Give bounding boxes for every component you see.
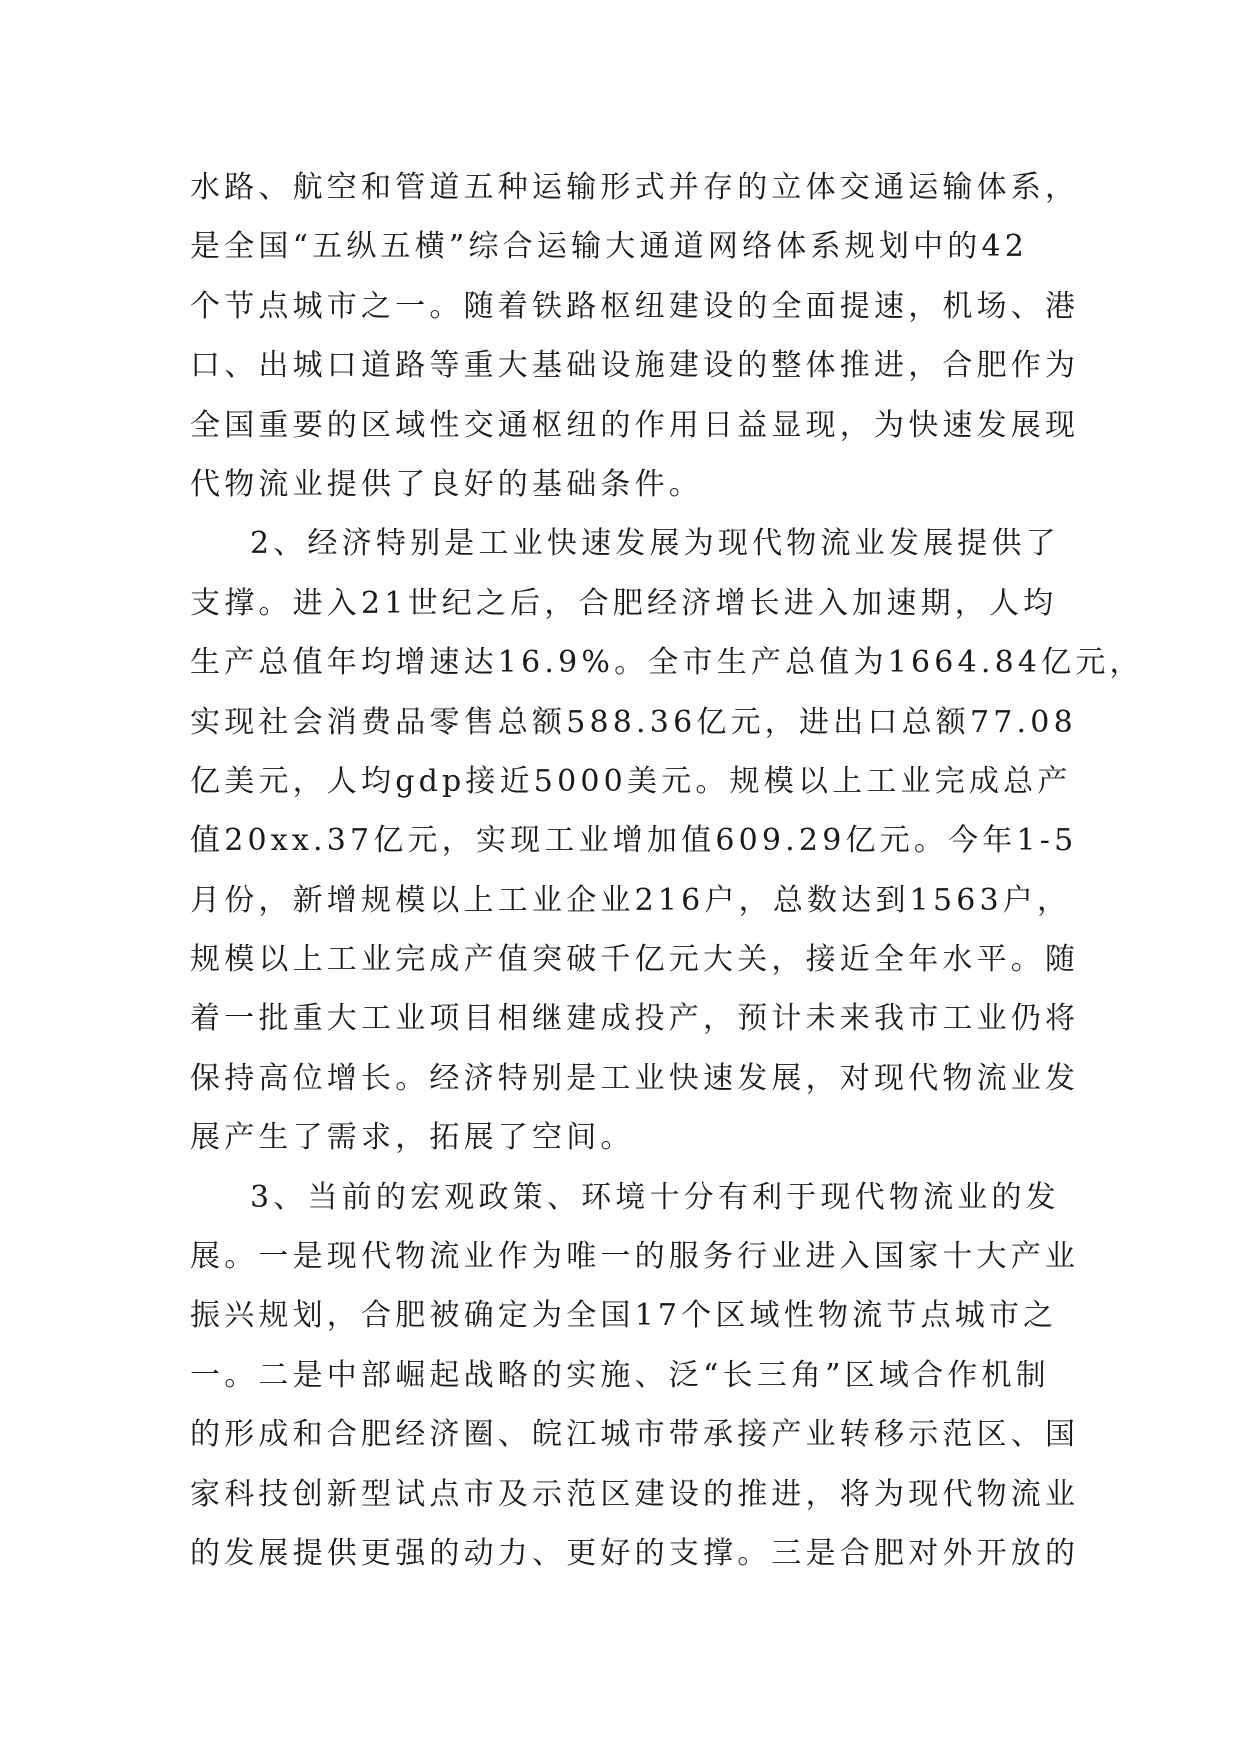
text-line: 一。二是中部崛起战略的实施、泛“长三角”区域合作机制 (190, 1357, 1050, 1393)
text-line: 保持高位增长。经济特别是工业快速发展，对现代物流业发 (190, 1060, 1080, 1096)
text-line: 着一批重大工业项目相继建成投产，预计未来我市工业仍将 (190, 1001, 1080, 1037)
text-line: 振兴规划，合肥被确定为全国17个区域性物流节点城市之 (190, 1298, 1058, 1334)
text-line: 口、出城口道路等重大基础设施建设的整体推进，合肥作为 (190, 348, 1080, 384)
text-line: 规模以上工业完成产值突破千亿元大关，接近全年水平。随 (190, 942, 1080, 978)
body-text (190, 158, 1144, 1583)
text-line: 代物流业提供了良好的基础条件。 (190, 466, 703, 502)
text-line: 生产总值年均增速达16.9%。全市生产总值为1664.84亿元， (190, 645, 1144, 681)
text-line: 亿美元，人均gdp接近5000美元。规模以上工业完成总产 (190, 763, 1072, 799)
text-line: 实现社会消费品零售总额588.36亿元，进出口总额77.08 (190, 704, 1077, 740)
text-line: 家科技创新型试点市及示范区建设的推进，将为现代物流业 (190, 1476, 1080, 1512)
text-line: 月份，新增规模以上工业企业216户，总数达到1563户， (190, 882, 1072, 918)
paragraph-3-first-line: 3、当前的宏观政策、环境十分有利于现代物流业的发 (250, 1179, 1060, 1215)
text-line: 是全国“五纵五横”综合运输大通道网络体系规划中的42 (190, 229, 1029, 265)
text-line: 支撑。进入21世纪之后，合肥经济增长进入加速期，人均 (190, 585, 1058, 621)
text-line: 水路、航空和管道五种运输形式并存的立体交通运输体系， (190, 170, 1080, 205)
text-line: 值20xx.37亿元，实现工业增加值609.29亿元。今年1-5 (190, 823, 1078, 859)
text-line: 的发展提供更强的动力、更好的支撑。三是合肥对外开放的 (190, 1535, 1080, 1571)
text-line: 全国重要的区域性交通枢纽的作用日益显现，为快速发展现 (190, 407, 1080, 443)
text-line: 个节点城市之一。随着铁路枢纽建设的全面提速，机场、港 (190, 288, 1080, 324)
paragraph-2-first-line: 2、经济特别是工业快速发展为现代物流业发展提供了 (250, 526, 1060, 562)
text-line: 展产生了需求，拓展了空间。 (190, 1120, 635, 1156)
text-line: 的形成和合肥经济圈、皖江城市带承接产业转移示范区、国 (190, 1417, 1080, 1453)
text-line: 展。一是现代物流业作为唯一的服务行业进入国家十大产业 (190, 1239, 1080, 1275)
